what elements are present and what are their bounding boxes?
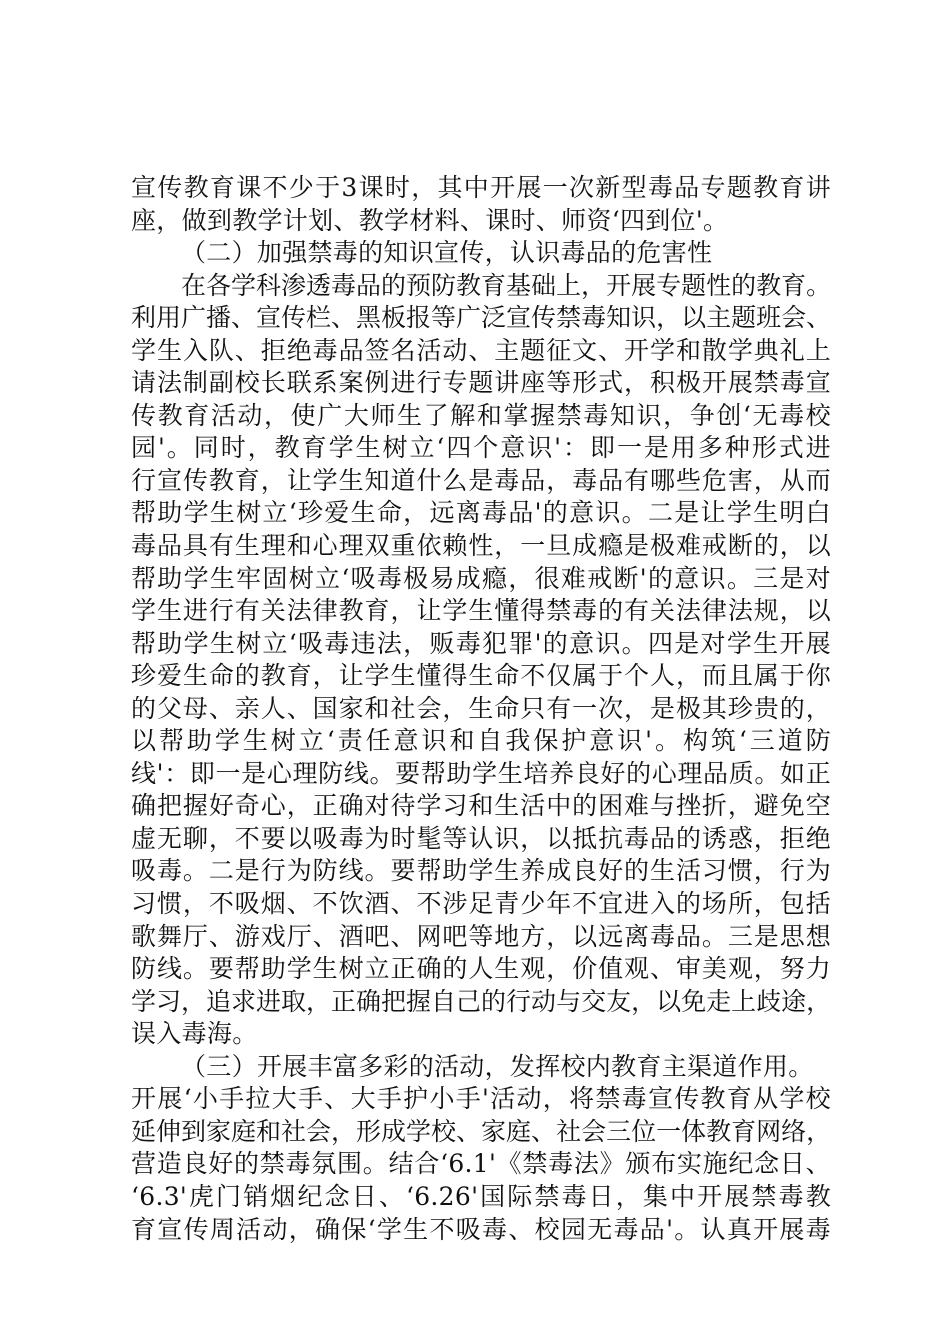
text-line: 防线。要帮助学生树立正确的人生观，价值观、审美观，努力 — [131, 954, 831, 984]
text-line: 育宣传周活动，确保‘学生不吸毒、校园无毒品'。认真开展毒 — [131, 1214, 831, 1244]
text-line: 误入毒海。 — [131, 1019, 258, 1049]
text-line: 开展‘小手拉大手、大手护小手'活动，将禁毒宣传教育从学校 — [131, 1084, 831, 1114]
section-heading: （二）加强禁毒的知识宣传，认识毒品的危害性 — [181, 238, 713, 268]
text-line: 珍爱生命的教育，让学生懂得生命不仅属于个人，而且属于你 — [131, 661, 831, 691]
text-line: 请法制副校长联系案例进行专题讲座等形式，积极开展禁毒宣 — [131, 368, 831, 398]
text-line: 在各学科渗透毒品的预防教育基础上，开展专题性的教育。 — [181, 270, 831, 300]
text-line: 帮助学生树立‘珍爱生命，远离毒品'的意识。二是让学生明白 — [131, 498, 831, 528]
section-heading: （三）开展丰富多彩的活动，发挥校内教育主渠道作用。 — [181, 1051, 814, 1081]
text-line: 习惯，不吸烟、不饮酒、不涉足青少年不宜进入的场所，包括 — [131, 889, 831, 919]
text-line: 学生进行有关法律教育，让学生懂得禁毒的有关法律法规，以 — [131, 596, 831, 626]
text-line: 帮助学生树立‘吸毒违法，贩毒犯罪'的意识。四是对学生开展 — [131, 628, 831, 658]
text-line: 学生入队、拒绝毒品签名活动、主题征文、开学和散学典礼上 — [131, 335, 831, 365]
text-line: 吸毒。二是行为防线。要帮助学生养成良好的生活习惯，行为 — [131, 856, 831, 886]
text-line: 营造良好的禁毒氛围。结合‘6.1'《禁毒法》颁布实施纪念日、 — [131, 1149, 831, 1179]
text-line: 延伸到家庭和社会，形成学校、家庭、社会三位一体教育网络， — [131, 1116, 831, 1146]
text-line: 确把握好奇心，正确对待学习和生活中的困难与挫折，避免空 — [131, 791, 831, 821]
text-line: 的父母、亲人、国家和社会，生命只有一次，是极其珍贵的， — [131, 693, 831, 723]
text-line: 虚无聊，不要以吸毒为时髦等认识，以抵抗毒品的诱惑，拒绝 — [131, 823, 831, 853]
text-line: 毒品具有生理和心理双重依赖性，一旦成瘾是极难戒断的，以 — [131, 531, 831, 561]
text-line: 歌舞厅、游戏厅、酒吧、网吧等地方，以远离毒品。三是思想 — [131, 921, 831, 951]
text-line: 园'。同时，教育学生树立‘四个意识'：即一是用多种形式进 — [131, 433, 831, 463]
text-line: 学习，追求进取，正确把握自己的行动与交友，以免走上歧途， — [131, 986, 831, 1016]
text-line: 传教育活动，使广大师生了解和掌握禁毒知识，争创‘无毒校 — [131, 400, 831, 430]
text-line: 利用广播、宣传栏、黑板报等广泛宣传禁毒知识，以主题班会、 — [131, 303, 831, 333]
text-line: 座，做到教学计划、教学材料、课时、师资‘四到位'。 — [131, 205, 729, 235]
text-line: ‘6.3'虎门销烟纪念日、‘6.26'国际禁毒日，集中开展禁毒教 — [131, 1181, 831, 1211]
text-line: 行宣传教育，让学生知道什么是毒品，毒品有哪些危害，从而 — [131, 465, 831, 495]
text-line: 宣传教育课不少于3课时，其中开展一次新型毒品专题教育讲 — [131, 173, 831, 202]
text-line: 以帮助学生树立‘责任意识和自我保护意识'。构筑‘三道防 — [131, 726, 831, 756]
text-line: 帮助学生牢固树立‘吸毒极易成瘾，很难戒断'的意识。三是对 — [131, 563, 831, 593]
text-line: 线'：即一是心理防线。要帮助学生培养良好的心理品质。如正 — [131, 758, 831, 788]
document-body — [131, 172, 831, 1246]
